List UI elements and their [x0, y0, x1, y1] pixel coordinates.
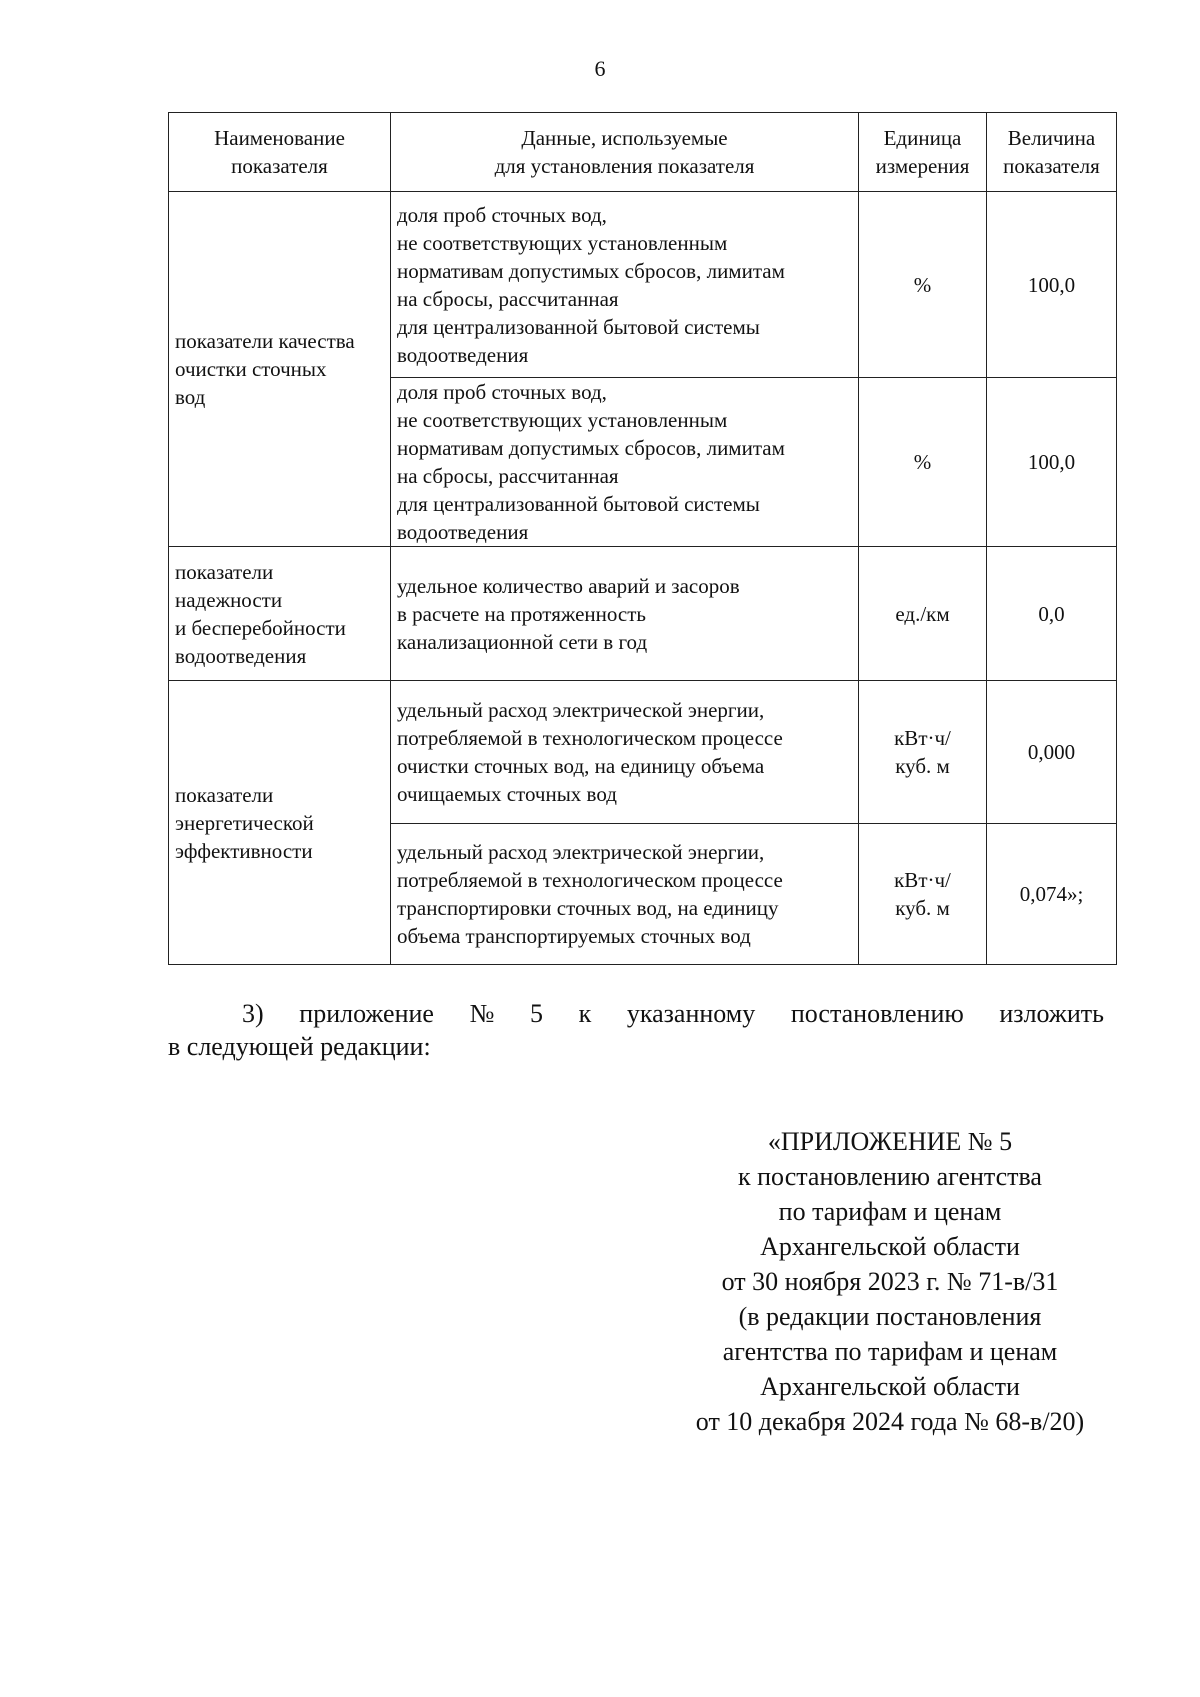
- amendment-paragraph: [168, 997, 1104, 1063]
- table-header-row: [169, 113, 1117, 192]
- appendix-line: к постановлению агентства: [738, 1162, 1042, 1191]
- value-cell: 100,0: [987, 192, 1117, 378]
- table-row: [169, 192, 1117, 378]
- indicator-data-cell: доля проб сточных вод, не соответствующих установленным нормативам допустимых сбросов, лимитам на сбросы, рассчитанная для централизованной бытовой системы водоотведения: [391, 192, 859, 378]
- appendix-line: «ПРИЛОЖЕНИЕ № 5: [767, 1127, 1013, 1156]
- appendix-line: Архангельской области: [760, 1232, 1020, 1261]
- indicator-data-cell: доля проб сточных вод, не соответствующих установленным нормативам допустимых сбросов, лимитам на сбросы, рассчитанная для централизованной бытовой системы водоотведения: [391, 378, 859, 547]
- unit-cell: кВт·ч/ куб. м: [859, 824, 987, 965]
- value-cell: 100,0: [987, 378, 1117, 547]
- unit-cell: %: [859, 192, 987, 378]
- table-row: [169, 681, 1117, 824]
- paragraph-line-1: 3) приложение № 5 к указанному постановлению изложить: [242, 999, 1104, 1028]
- unit-cell: кВт·ч/ куб. м: [859, 681, 987, 824]
- appendix-line: (в редакции постановления: [738, 1302, 1042, 1331]
- indicators-table: [168, 112, 1117, 965]
- indicator-data-cell: удельное количество аварий и засоров в расчете на протяженность канализационной сети в год: [391, 547, 859, 681]
- value-cell: 0,000: [987, 681, 1117, 824]
- unit-cell: ед./км: [859, 547, 987, 681]
- appendix-line: от 10 декабря 2024 года № 68-в/20): [695, 1407, 1085, 1436]
- indicator-data-cell: удельный расход электрической энергии, потребляемой в технологическом процессе транспортировки сточных вод, на единицу объема транспортируемых сточных вод: [391, 824, 859, 965]
- appendix-line: агентства по тарифам и ценам: [722, 1337, 1058, 1366]
- header-unit: Единица измерения: [859, 113, 987, 192]
- group-name-reliability: показатели надежности и бесперебойности водоотведения: [169, 547, 391, 681]
- unit-cell: %: [859, 378, 987, 547]
- value-cell: 0,0: [987, 547, 1117, 681]
- appendix-line: от 30 ноября 2023 г. № 71-в/31: [721, 1267, 1059, 1296]
- header-indicator-data: Данные, используемые для установления показателя: [391, 113, 859, 192]
- appendix-line: Архангельской области: [760, 1372, 1020, 1401]
- group-name-energy-efficiency: показатели энергетической эффективности: [169, 681, 391, 965]
- table-row: [169, 547, 1117, 681]
- indicator-data-cell: удельный расход электрической энергии, потребляемой в технологическом процессе очистки сточных вод, на единицу объема очищаемых сточных вод: [391, 681, 859, 824]
- header-value: Величина показателя: [987, 113, 1117, 192]
- group-name-treatment-quality: показатели качества очистки сточных вод: [169, 192, 391, 547]
- paragraph-line-2: в следующей редакции:: [168, 1032, 431, 1061]
- appendix-header: [640, 1124, 1140, 1439]
- value-cell: 0,074»;: [987, 824, 1117, 965]
- page-number: 6: [594, 56, 606, 81]
- appendix-line: по тарифам и ценам: [778, 1197, 1002, 1226]
- header-indicator-name: Наименование показателя: [169, 113, 391, 192]
